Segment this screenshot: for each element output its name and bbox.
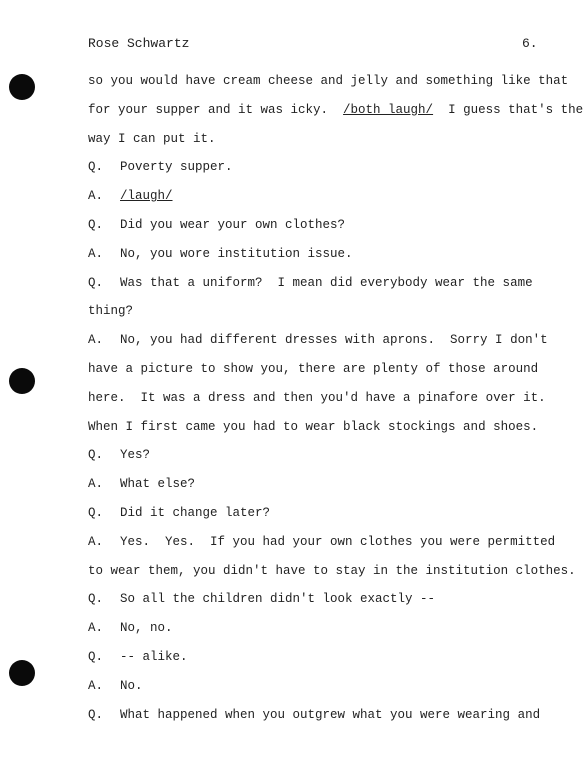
transcript-line bbox=[88, 643, 548, 672]
speaker-tag: Q. bbox=[88, 160, 104, 175]
line-text: What happened when you outgrew what you were wearing and bbox=[120, 707, 541, 722]
stage-direction: /both laugh/ bbox=[343, 102, 434, 117]
line-text: way I can put it. bbox=[88, 131, 216, 146]
transcript-line bbox=[88, 67, 569, 96]
transcript-line bbox=[88, 240, 548, 269]
line-text: When I first came you had to wear black stockings and shoes. bbox=[88, 419, 539, 434]
header-name: Rose Schwartz bbox=[88, 36, 190, 51]
speaker-tag: A. bbox=[88, 621, 104, 636]
speaker-tag: Q. bbox=[88, 275, 104, 290]
line-text: here. It was a dress and then you'd have a pinafore over it. bbox=[88, 390, 546, 405]
transcript-line bbox=[88, 211, 548, 240]
speaker-tag: A. bbox=[88, 189, 104, 204]
transcript-line bbox=[88, 384, 548, 413]
transcript-line bbox=[88, 297, 548, 326]
transcript-line bbox=[88, 557, 576, 586]
line-text: Was that a uniform? I mean did everybody wear the same bbox=[120, 275, 533, 290]
transcript-line bbox=[88, 614, 548, 643]
transcript-line bbox=[88, 125, 548, 154]
line-text: No, you wore institution issue. bbox=[120, 246, 353, 261]
punch-hole bbox=[9, 660, 35, 686]
transcript-line bbox=[88, 182, 548, 211]
transcript-line bbox=[88, 96, 584, 125]
transcript-line bbox=[88, 413, 548, 442]
line-text: What else? bbox=[120, 477, 196, 492]
line-text: for your supper and it was icky. bbox=[88, 102, 344, 117]
transcript-line bbox=[88, 701, 548, 730]
stage-direction: /laugh/ bbox=[120, 189, 173, 204]
transcript-line bbox=[88, 441, 548, 470]
line-text: So all the children didn't look exactly -- bbox=[120, 592, 436, 607]
transcript-line bbox=[88, 528, 556, 557]
line-text: so you would have cream cheese and jelly and something like that bbox=[88, 74, 569, 88]
transcript-line bbox=[88, 153, 548, 182]
transcript-line bbox=[88, 672, 548, 701]
transcript-line bbox=[88, 355, 548, 384]
transcript-line bbox=[88, 499, 548, 528]
transcript-body bbox=[88, 67, 584, 729]
speaker-tag: Q. bbox=[88, 217, 104, 232]
line-text: No, you had different dresses with aprons. Sorry I don't bbox=[120, 333, 548, 348]
line-text: Yes? bbox=[120, 448, 151, 463]
speaker-tag: A. bbox=[88, 678, 104, 693]
transcript-line bbox=[88, 470, 548, 499]
transcript-line bbox=[88, 269, 548, 298]
speaker-tag: Q. bbox=[88, 448, 104, 463]
speaker-tag: A. bbox=[88, 246, 104, 261]
line-text: Did it change later? bbox=[120, 505, 271, 520]
speaker-tag: Q. bbox=[88, 592, 104, 607]
transcript-line bbox=[88, 326, 548, 355]
line-text: Poverty supper. bbox=[120, 160, 233, 175]
speaker-tag: A. bbox=[88, 534, 104, 549]
speaker-tag: Q. bbox=[88, 649, 104, 664]
speaker-tag: A. bbox=[88, 333, 104, 348]
line-text: thing? bbox=[88, 304, 134, 319]
line-text: No. bbox=[120, 678, 143, 693]
speaker-tag: Q. bbox=[88, 505, 104, 520]
speaker-tag: Q. bbox=[88, 707, 104, 722]
punch-hole bbox=[9, 368, 35, 394]
transcript-line bbox=[88, 585, 548, 614]
line-text: No, no. bbox=[120, 621, 173, 636]
line-text: Yes. Yes. If you had your own clothes you were permitted bbox=[120, 534, 556, 549]
punch-hole bbox=[9, 74, 35, 100]
line-text: Did you wear your own clothes? bbox=[120, 217, 346, 232]
speaker-tag: A. bbox=[88, 477, 104, 492]
line-text: I guess that's the bbox=[433, 102, 584, 117]
line-text: -- alike. bbox=[120, 649, 188, 664]
line-text: to wear them, you didn't have to stay in the institution clothes. bbox=[88, 563, 576, 578]
page-number: 6. bbox=[522, 36, 538, 51]
line-text: have a picture to show you, there are plenty of those around bbox=[88, 361, 539, 376]
